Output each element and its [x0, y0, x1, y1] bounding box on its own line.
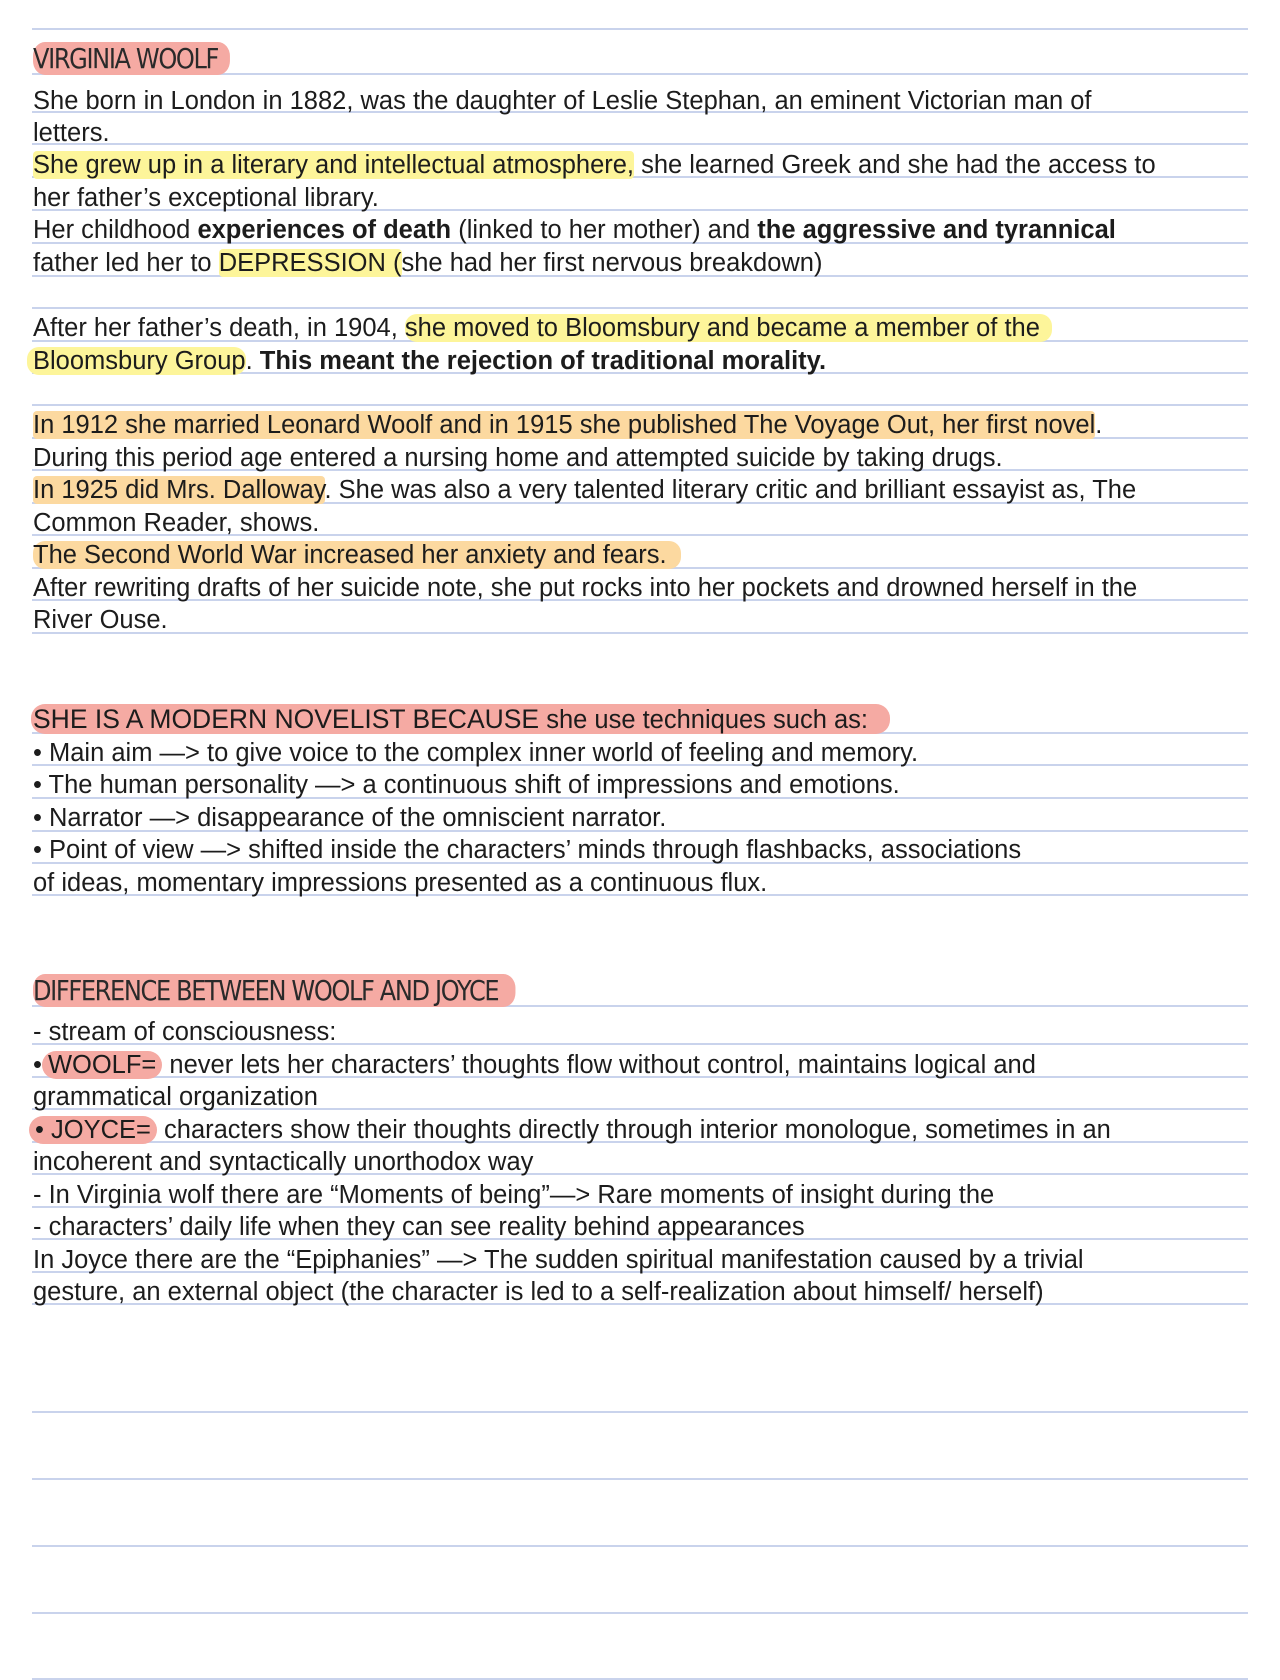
text-line: grammatical organization [33, 1083, 318, 1111]
heading-modern-novelist: SHE IS A MODERN NOVELIST BECAUSE she use techniques such as: [33, 704, 890, 734]
text-line: gesture, an external object (the character is led to a self-realization about himself/ herself) [33, 1278, 1044, 1306]
text-line: - characters’ daily life when they can see reality behind appearances [33, 1213, 805, 1241]
heading-virginia-woolf: VIRGINIA WOOLF [33, 44, 230, 74]
text-line: She born in London in 1882, was the daughter of Leslie Stephan, an eminent Victorian man of [33, 87, 1092, 115]
heading-difference-woolf-joyce: DIFFERENCE BETWEEN WOOLF AND JOYCE [33, 976, 515, 1006]
text-line: After rewriting drafts of her suicide note, she put rocks into her pockets and drowned herself in the [33, 574, 1138, 602]
text-line: Bloomsbury Group. This meant the rejection of traditional morality. [33, 346, 826, 376]
highlight-orange: The Second World War increased her anxiety and fears. [33, 541, 681, 569]
text-line: - In Virginia wolf there are “Moments of being”—> Rare moments of insight during the [33, 1181, 995, 1209]
list-item: • Point of view —> shifted inside the characters’ minds through flashbacks, associations [33, 836, 1022, 864]
text-line: River Ouse. [33, 606, 168, 634]
list-item: • Main aim —> to give voice to the complex inner world of feeling and memory. [33, 739, 919, 767]
text-line: During this period age entered a nursing home and attempted suicide by taking drugs. [33, 444, 1003, 472]
text-line: After her father’s death, in 1904, she moved to Bloomsbury and became a member of the [33, 313, 1052, 343]
list-item: • Narrator —> disappearance of the omniscient narrator. [33, 804, 667, 832]
text-line [33, 540, 681, 570]
highlight-orange: In 1912 she married Leonard Woolf and in 1915 she published The Voyage Out, her first novel [33, 411, 1096, 439]
text-line: In Joyce there are the “Epiphanies” —> The sudden spiritual manifestation caused by a trivial [33, 1246, 1084, 1274]
highlight-yellow: she moved to Bloomsbury and became a member of the [405, 314, 1052, 342]
highlight-orange: In 1925 did Mrs. Dalloway [33, 476, 325, 504]
list-item: • The human personality —> a continuous shift of impressions and emotions. [33, 771, 900, 799]
text-line: father led her to DEPRESSION (she had her first nervous breakdown) [33, 249, 823, 277]
highlight-yellow: She grew up in a literary and intellectual atmosphere, [33, 151, 635, 179]
text-line: She grew up in a literary and intellectual atmosphere, she learned Greek and she had the access to [33, 151, 1156, 179]
text-line: Her childhood experiences of death (linked to her mother) and the aggressive and tyrannical [33, 216, 1116, 244]
text-line: Common Reader, shows. [33, 509, 320, 537]
highlight-pink: • JOYCE= [29, 1116, 157, 1144]
text-line: letters. [33, 119, 110, 147]
highlight-pink: WOOLF= [42, 1051, 162, 1079]
list-item: • WOOLF= never lets her characters’ thoughts flow without control, maintains logical and [33, 1051, 1036, 1079]
text-line: her father’s exceptional library. [33, 184, 379, 212]
highlight-yellow: Bloomsbury Group [27, 347, 246, 375]
list-item: • JOYCE= characters show their thoughts directly through interior monologue, sometimes in an [33, 1115, 1111, 1145]
text-line: - stream of consciousness: [33, 1018, 337, 1046]
text-line: In 1912 she married Leonard Woolf and in 1915 she published The Voyage Out, her first novel. [33, 411, 1103, 439]
list-item: of ideas, momentary impressions presented as a continuous flux. [33, 869, 768, 897]
text-line: In 1925 did Mrs. Dalloway. She was also a very talented literary critic and brilliant essayist as, The [33, 476, 1137, 504]
highlight-yellow: DEPRESSION ( [218, 249, 402, 277]
text-line: incoherent and syntactically unorthodox way [33, 1148, 534, 1176]
